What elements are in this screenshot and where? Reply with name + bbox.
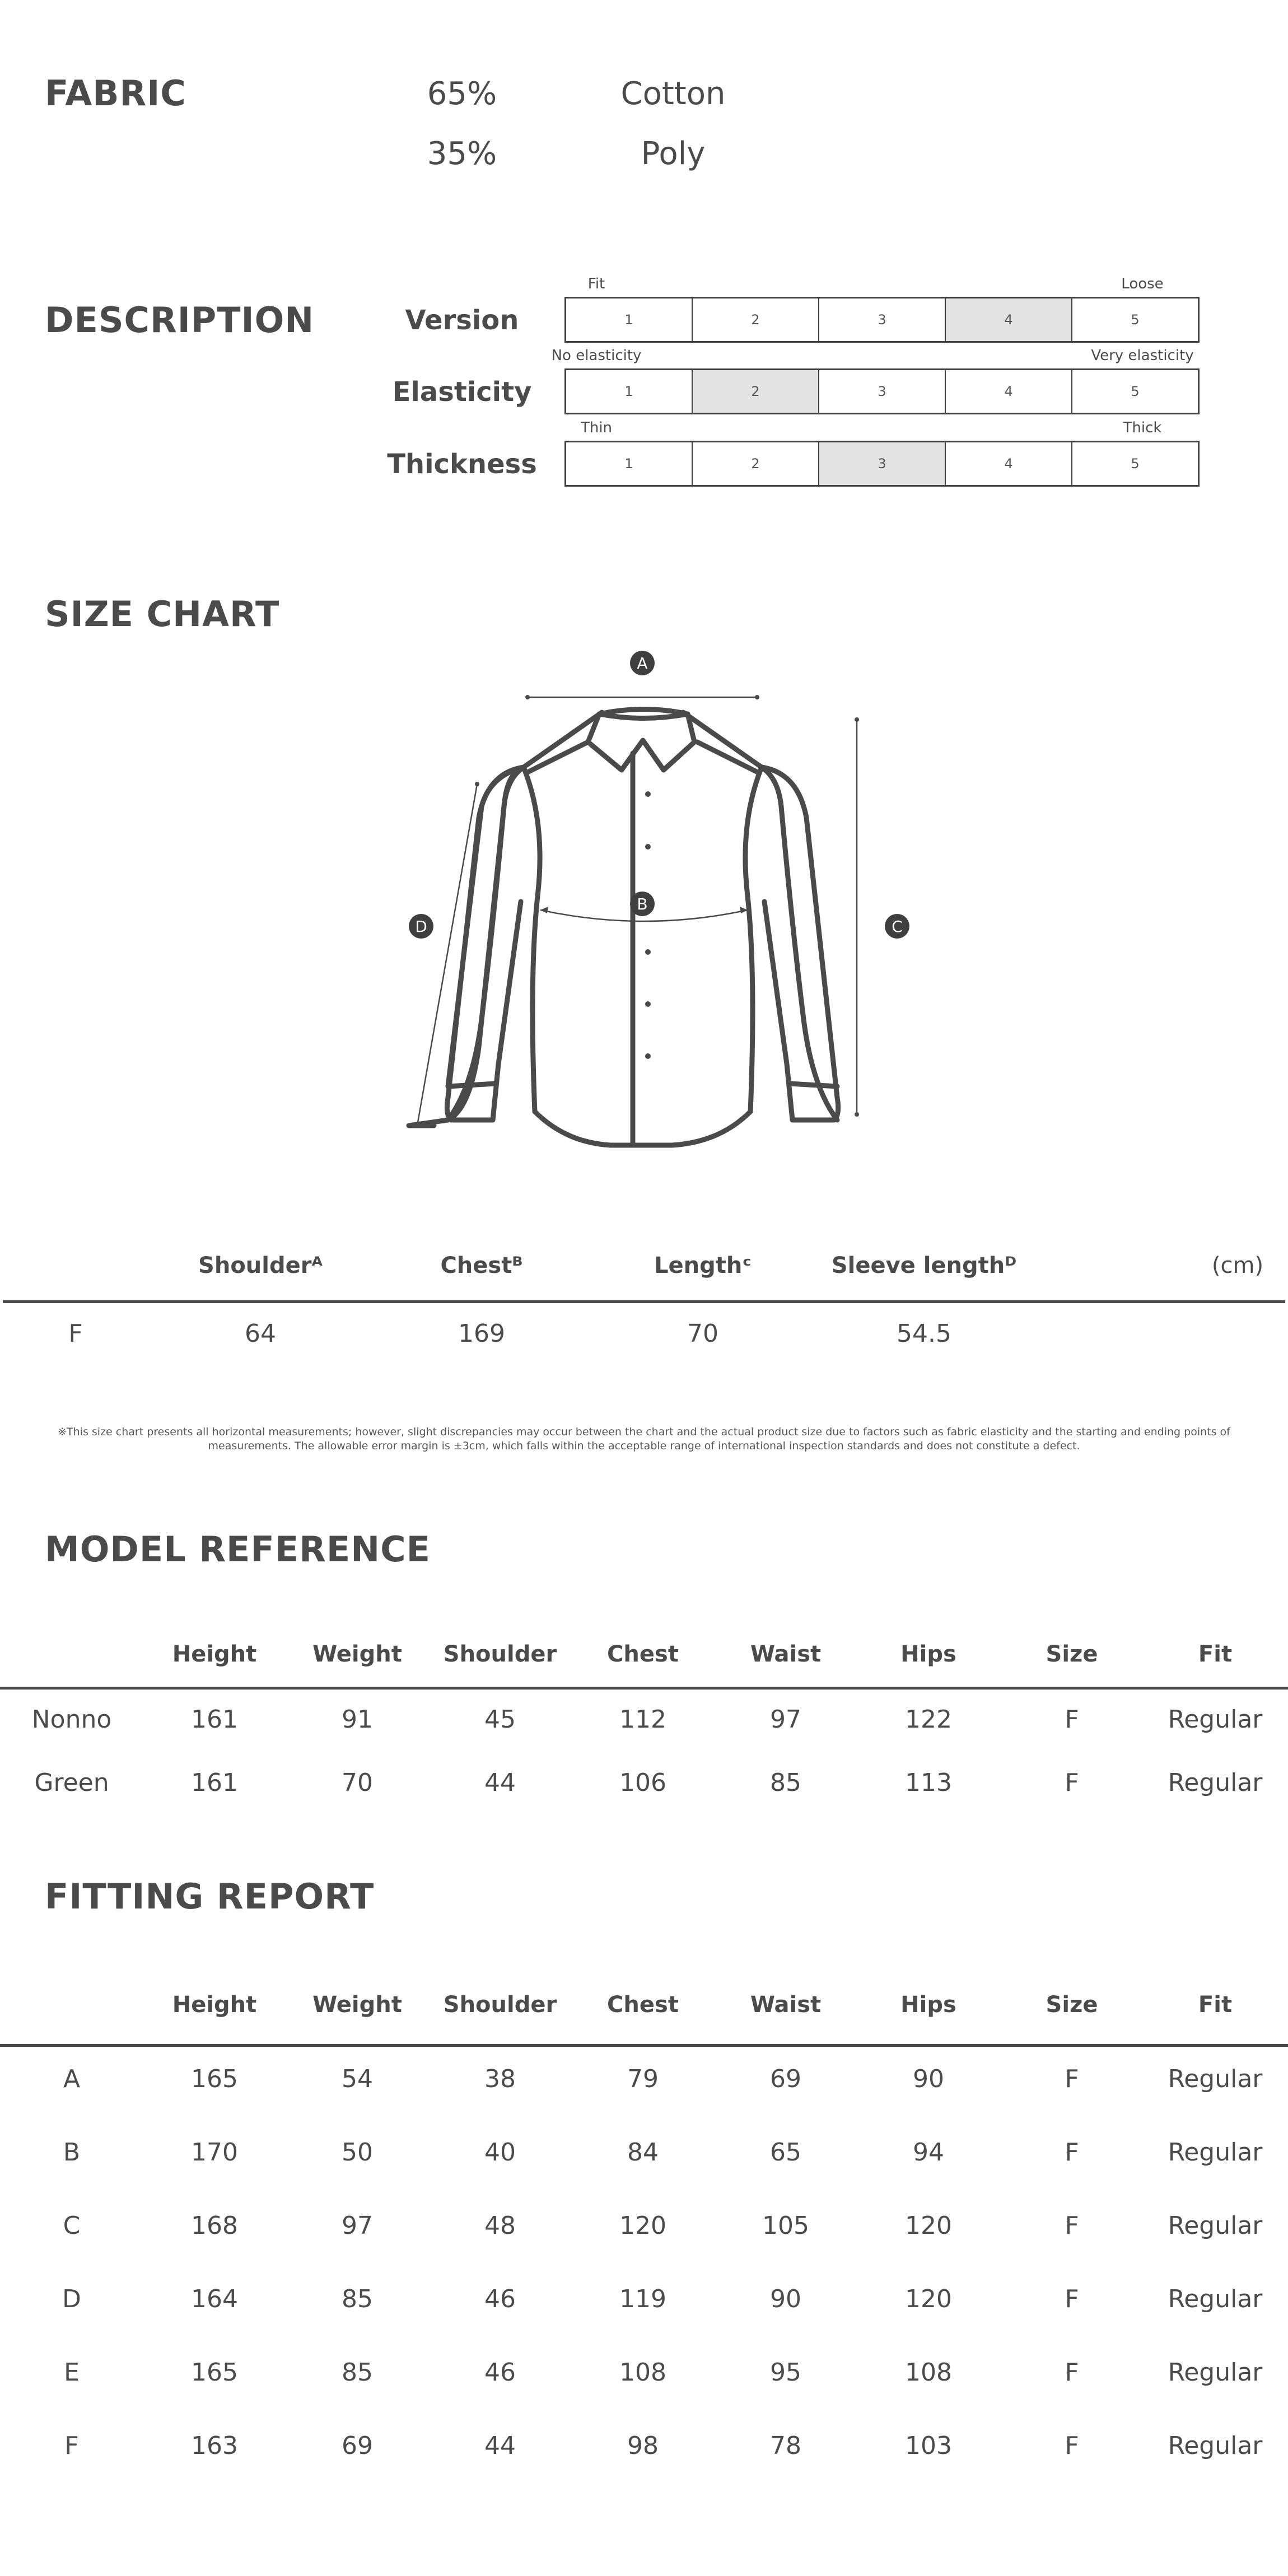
table-cell: 70: [342, 1768, 373, 1797]
fitting_report-header-rule: [0, 2044, 1288, 2047]
model_reference-col-header: Shoulder: [443, 1641, 557, 1667]
table-cell: D: [62, 2285, 81, 2313]
fitting-report-heading: FITTING REPORT: [45, 1876, 375, 1917]
table-cell: 46: [484, 2358, 516, 2387]
table-cell: Regular: [1168, 2138, 1263, 2167]
scale-label-2: Thickness: [387, 449, 537, 480]
fabric-heading: FABRIC: [45, 73, 186, 114]
table-cell: 170: [191, 2138, 238, 2167]
table-cell: F: [1065, 2065, 1079, 2093]
table-cell: 120: [905, 2285, 952, 2313]
scale-cell: 3: [818, 442, 945, 485]
size-unit: (cm): [1211, 1253, 1264, 1278]
model_reference-col-header: Height: [172, 1641, 257, 1667]
table-cell: 40: [484, 2138, 516, 2167]
table-cell: 105: [762, 2211, 809, 2240]
table-cell: 164: [191, 2285, 238, 2313]
table-cell: 98: [627, 2432, 659, 2460]
table-cell: Regular: [1168, 1768, 1263, 1797]
table-cell: 161: [191, 1705, 238, 1734]
table-cell: A: [63, 2065, 81, 2093]
size-col-sleeve: Sleeve lengthᴰ: [831, 1253, 1017, 1278]
marker-c-badge: C: [885, 914, 909, 939]
table-cell: B: [63, 2138, 81, 2167]
size-chest-value: 169: [458, 1319, 505, 1348]
scale-cell: 5: [1071, 298, 1198, 341]
scale-row-0: [564, 297, 1200, 343]
size-chart-note: ※This size chart presents all horizontal measurements; however, slight discrepancies may occur between the chart and the actual product size due to factors such as fabric elasticity and the starting and ending points of measurements. The allowable error margin is ±3cm, which falls within the acceptable range of international inspection standards and does not constitute a defect.: [58, 1426, 1230, 1452]
model_reference-header-rule: [0, 1687, 1288, 1690]
table-cell: Regular: [1168, 2211, 1263, 2240]
table-cell: E: [64, 2358, 80, 2387]
size-row-label: F: [68, 1319, 83, 1348]
table-cell: 165: [191, 2065, 238, 2093]
size-col-length: Lengthᶜ: [654, 1253, 752, 1278]
marker-a-badge: A: [630, 651, 655, 675]
model-reference-heading: MODEL REFERENCE: [45, 1529, 431, 1570]
shirt-left-sleeve: [448, 767, 524, 1120]
fabric-percent-2: 35%: [427, 136, 497, 172]
table-cell: Regular: [1168, 2285, 1263, 2313]
scale-cell: 5: [1071, 442, 1198, 485]
fitting_report-col-header: Size: [1046, 1992, 1098, 2018]
table-cell: Regular: [1168, 2358, 1263, 2387]
table-cell: 122: [905, 1705, 952, 1734]
table-cell: F: [1065, 1768, 1079, 1797]
scale-cell: 4: [945, 298, 1071, 341]
scale-cell: 2: [692, 370, 818, 413]
table-cell: 48: [484, 2211, 516, 2240]
table-cell: 161: [191, 1768, 238, 1797]
model_reference-col-header: Chest: [607, 1641, 679, 1667]
table-cell: 79: [627, 2065, 659, 2093]
table-cell: 44: [484, 2432, 516, 2460]
table-cell: 97: [770, 1705, 801, 1734]
table-cell: 108: [905, 2358, 952, 2387]
table-cell: F: [64, 2432, 79, 2460]
table-cell: 112: [619, 1705, 666, 1734]
table-cell: 84: [627, 2138, 659, 2167]
scale-cell: 2: [692, 298, 818, 341]
scale-cell: 4: [945, 370, 1071, 413]
table-cell: 113: [905, 1768, 952, 1797]
table-cell: 103: [905, 2432, 952, 2460]
model_reference-col-header: Waist: [750, 1641, 822, 1667]
scale-cell: 5: [1071, 370, 1198, 413]
marker-d-badge: D: [409, 914, 433, 939]
table-cell: 90: [770, 2285, 801, 2313]
scale-low-label-1: No elasticity: [551, 347, 642, 364]
table-cell: 85: [342, 2358, 373, 2387]
scale-high-label-0: Loose: [1121, 276, 1164, 292]
table-cell: 168: [191, 2211, 238, 2240]
table-cell: 90: [913, 2065, 944, 2093]
fitting_report-col-header: Weight: [312, 1992, 402, 2018]
table-cell: F: [1065, 2285, 1079, 2313]
scale-cell: 1: [624, 456, 633, 472]
table-cell: 85: [342, 2285, 373, 2313]
scale-high-label-1: Very elasticity: [1091, 347, 1194, 364]
fitting_report-col-header: Hips: [900, 1992, 956, 2018]
size-col-shoulder: Shoulderᴬ: [198, 1253, 323, 1278]
scale-cell: 4: [945, 442, 1071, 485]
table-cell: 65: [770, 2138, 801, 2167]
table-cell: 85: [770, 1768, 801, 1797]
scale-row-1: [564, 368, 1200, 414]
size-sleeve-value: 54.5: [897, 1319, 951, 1348]
fabric-percent-1: 65%: [427, 76, 497, 112]
table-cell: Regular: [1168, 2432, 1263, 2460]
marker-b-badge: B: [630, 892, 655, 916]
table-cell: 50: [342, 2138, 373, 2167]
table-cell: 46: [484, 2285, 516, 2313]
scale-row-2: [564, 441, 1200, 487]
table-cell: F: [1065, 2358, 1079, 2387]
scale-cell: 3: [818, 370, 945, 413]
table-cell: F: [1065, 1705, 1079, 1734]
model_reference-col-header: Fit: [1198, 1641, 1233, 1667]
table-cell: F: [1065, 2138, 1079, 2167]
table-cell: 97: [342, 2211, 373, 2240]
table-cell: 120: [619, 2211, 666, 2240]
table-cell: Regular: [1168, 1705, 1263, 1734]
fitting_report-col-header: Waist: [750, 1992, 822, 2018]
fabric-material-2: Poly: [641, 136, 706, 172]
table-cell: 38: [484, 2065, 516, 2093]
scale-cell: 1: [624, 312, 633, 328]
fitting_report-col-header: Fit: [1198, 1992, 1233, 2018]
description-heading: DESCRIPTION: [45, 300, 315, 340]
size-shoulder-value: 64: [245, 1319, 276, 1348]
table-cell: 120: [905, 2211, 952, 2240]
scale-cell: 3: [818, 298, 945, 341]
scale-cell: 2: [692, 442, 818, 485]
table-cell: Regular: [1168, 2065, 1263, 2093]
model_reference-col-header: Size: [1046, 1641, 1098, 1667]
table-cell: F: [1065, 2211, 1079, 2240]
table-cell: F: [1065, 2432, 1079, 2460]
table-cell: 163: [191, 2432, 238, 2460]
table-cell: 106: [619, 1768, 666, 1797]
table-cell: 44: [484, 1768, 516, 1797]
scale-high-label-2: Thick: [1123, 419, 1162, 436]
table-cell: Nonno: [31, 1705, 112, 1734]
table-cell: Green: [34, 1768, 109, 1797]
table-cell: 69: [342, 2432, 373, 2460]
size-length-value: 70: [687, 1319, 718, 1348]
table-cell: 54: [342, 2065, 373, 2093]
table-cell: 95: [770, 2358, 801, 2387]
table-cell: 119: [619, 2285, 666, 2313]
table-cell: 45: [484, 1705, 516, 1734]
scale-label-1: Elasticity: [392, 376, 532, 408]
table-cell: 91: [342, 1705, 373, 1734]
table-cell: 108: [619, 2358, 666, 2387]
scale-label-0: Version: [405, 305, 519, 336]
table-cell: 165: [191, 2358, 238, 2387]
size-chart-heading: SIZE CHART: [45, 594, 280, 634]
fitting_report-col-header: Height: [172, 1992, 257, 2018]
shirt-hem: [535, 1112, 750, 1145]
fitting_report-col-header: Chest: [607, 1992, 679, 2018]
fabric-material-1: Cotton: [620, 76, 726, 112]
table-cell: 78: [770, 2432, 801, 2460]
scale-low-label-0: Fit: [587, 276, 605, 292]
fitting_report-col-header: Shoulder: [443, 1992, 557, 2018]
scale-low-label-2: Thin: [580, 419, 613, 436]
table-cell: C: [63, 2211, 81, 2240]
model_reference-col-header: Weight: [312, 1641, 402, 1667]
size-table-rule: [3, 1300, 1285, 1303]
size-col-chest: Chestᴮ: [440, 1253, 523, 1278]
table-cell: 94: [913, 2138, 944, 2167]
model_reference-col-header: Hips: [900, 1641, 956, 1667]
scale-cell: 1: [624, 384, 633, 399]
table-cell: 69: [770, 2065, 801, 2093]
